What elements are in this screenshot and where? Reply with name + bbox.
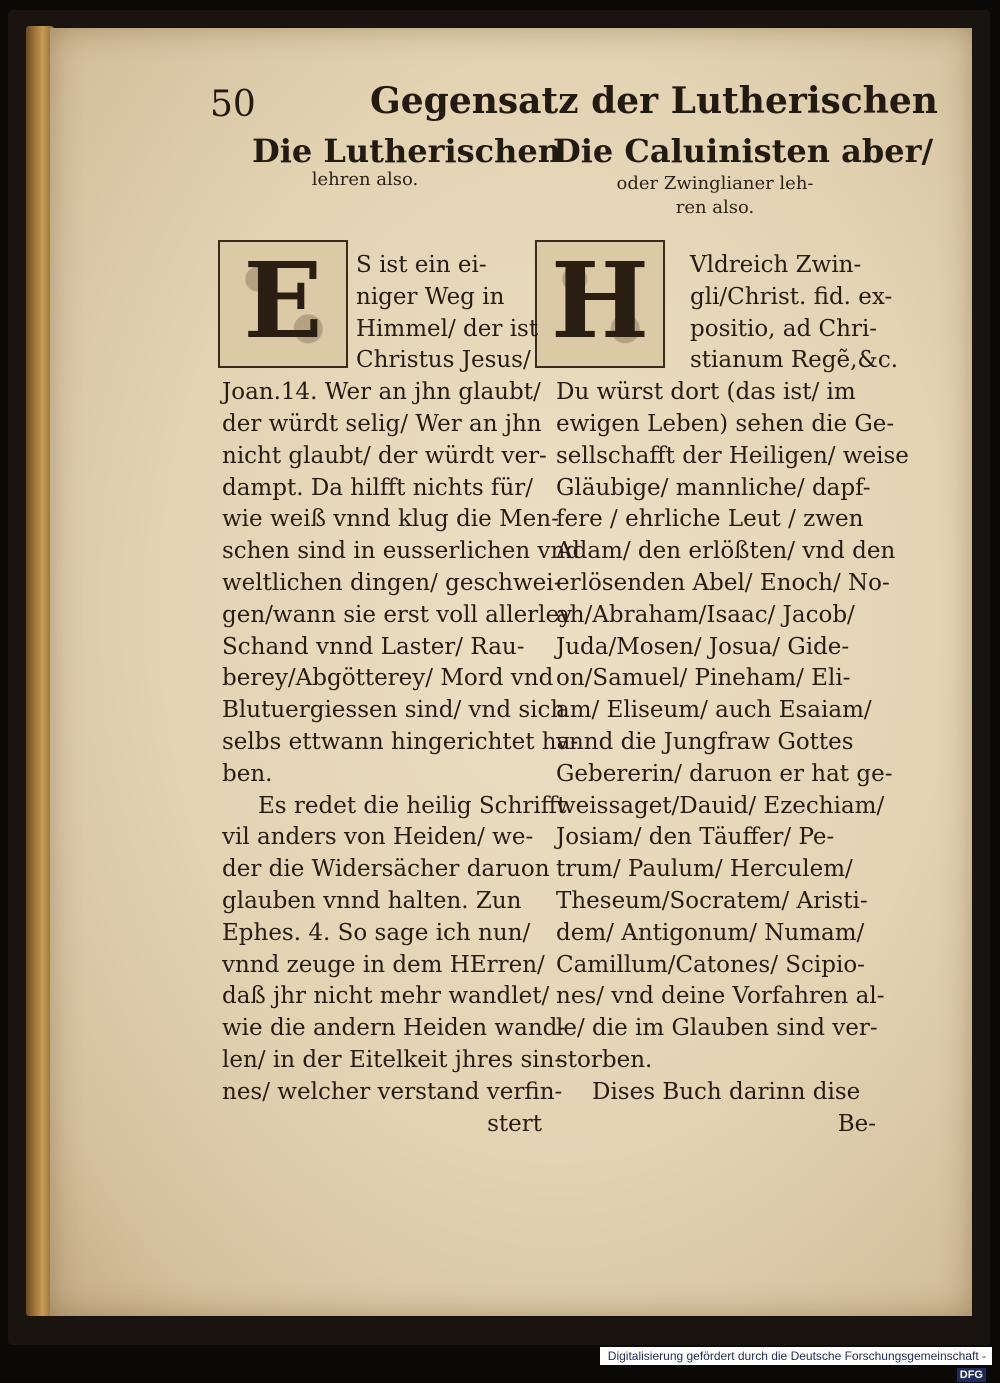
right-text-line: on/Samuel/ Pineham/ Eli- xyxy=(556,665,851,692)
right-column-subheading-2: ren also. xyxy=(675,197,755,218)
right-text-line: erlösenden Abel/ Enoch/ No- xyxy=(556,569,890,596)
left-text-line: gen/wann sie erst voll allerley xyxy=(222,601,573,628)
right-text-line: trum/ Paulum/ Herculem/ xyxy=(556,856,853,883)
right-text-line: dem/ Antigonum/ Numam/ xyxy=(556,919,865,946)
right-text-line: sellschafft der Heiligen/ weise xyxy=(556,442,909,469)
right-text-line: Josiam/ den Täuffer/ Pe- xyxy=(556,824,835,851)
right-column-subheading-1: oder Zwinglianer leh- xyxy=(616,173,814,194)
initial-letter-right: H xyxy=(550,239,650,362)
left-text-line: len/ in der Eitelkeit jhres sin- xyxy=(222,1046,563,1073)
left-text-line: schen sind in eusserlichen vnd xyxy=(222,538,581,565)
left-text-line: ben. xyxy=(222,760,273,787)
left-text-line: daß jhr nicht mehr wandlet/ xyxy=(222,983,550,1010)
right-text-line: ewigen Leben) sehen die Ge- xyxy=(556,410,895,437)
right-text-line: Juda/Mosen/ Josua/ Gide- xyxy=(556,633,850,660)
right-text-line: Adam/ den erlößten/ vnd den xyxy=(556,538,896,565)
right-text-line: Dises Buch darinn dise xyxy=(592,1078,861,1105)
right-text-line: le/ die im Glauben sind ver- xyxy=(556,1015,878,1042)
right-column-text xyxy=(556,250,909,1140)
footer-text: Digitalisierung gefördert durch die Deutsche Forschungsgemeinschaft - xyxy=(607,1349,986,1363)
left-text-line: der würdt selig/ Wer an jhn xyxy=(222,410,542,437)
right-text-line: Gläubige/ mannliche/ dapf- xyxy=(556,474,871,501)
left-column-heading: Die Lutherischen xyxy=(252,132,561,170)
right-text-line: weissaget/Dauid/ Ezechiam/ xyxy=(556,792,885,819)
right-text-line: Vldreich Zwin- xyxy=(690,252,862,278)
right-text-line: Gebererin/ daruon er hat ge- xyxy=(556,760,893,787)
right-text-line: vnnd die Jungfraw Gottes xyxy=(556,728,854,755)
right-text-line: gli/Christ. fid. ex- xyxy=(690,283,893,310)
left-text-line: der die Widersächer daruon xyxy=(222,856,550,883)
left-text-line: Christus Jesus/ xyxy=(356,347,531,374)
right-text-line: Be- xyxy=(837,1110,876,1137)
left-text-line: Himmel/ der ist xyxy=(356,315,539,342)
left-text-line: Ephes. 4. So sage ich nun/ xyxy=(222,919,531,946)
left-text-line: vnnd zeuge in dem HErren/ xyxy=(222,951,545,978)
left-text-line: weltlichen dingen/ geschwei- xyxy=(222,569,562,596)
right-text-line: ah/Abraham/Isaac/ Jacob/ xyxy=(556,601,855,628)
left-text-line: Es redet die heilig Schrifft xyxy=(258,792,567,819)
left-text-line: Schand vnnd Laster/ Rau- xyxy=(222,633,525,660)
left-text-line: glauben vnnd halten. Zun xyxy=(222,887,522,914)
right-text-line: Du würst dort (das ist/ im xyxy=(556,379,856,406)
left-text-line: nes/ welcher verstand verfin- xyxy=(222,1078,563,1105)
left-text-line: stert xyxy=(487,1110,542,1137)
right-column-heading: Die Caluinisten aber/ xyxy=(553,132,934,170)
running-head: Gegensatz der Lutherischen xyxy=(370,80,938,122)
left-column-subheading: lehren also. xyxy=(311,169,419,190)
dfg-logo: DFG xyxy=(957,1368,986,1382)
left-text-line: vil anders von Heiden/ we- xyxy=(222,824,534,851)
right-text-line: Theseum/Socratem/ Aristi- xyxy=(556,887,868,914)
right-text-line: storben. xyxy=(556,1046,653,1073)
left-text-line: wie weiß vnnd klug die Men- xyxy=(222,506,559,533)
left-text-line: wie die andern Heiden wand- xyxy=(222,1015,566,1042)
left-text-line: nicht glaubt/ der würdt ver- xyxy=(222,442,547,469)
page-number: 50 xyxy=(210,84,256,125)
right-text-line: fere / ehrliche Leut / zwen xyxy=(556,506,864,533)
left-text-line: Blutuergiessen sind/ vnd sich xyxy=(222,697,566,724)
left-text-line: selbs ettwann hingerichtet ha- xyxy=(222,728,579,755)
right-text-line: positio, ad Chri- xyxy=(690,315,878,342)
right-text-line: stianum Regẽ,&c. xyxy=(690,347,899,374)
initial-letter-left: E xyxy=(243,239,323,362)
left-text-line: berey/Abgötterey/ Mord vnd xyxy=(222,665,554,692)
right-text-line: am/ Eliseum/ auch Esaiam/ xyxy=(556,697,872,724)
right-text-line: Camillum/Catones/ Scipio- xyxy=(556,951,865,978)
left-column-text xyxy=(222,250,581,1140)
left-text-line: niger Weg in xyxy=(356,283,505,310)
left-text-line: Joan.14. Wer an jhn glaubt/ xyxy=(222,379,541,406)
left-text-line: S ist ein ei- xyxy=(356,252,487,278)
right-text-line: nes/ vnd deine Vorfahren al- xyxy=(556,983,885,1010)
footer-credit xyxy=(600,1347,992,1381)
left-text-line: dampt. Da hilfft nichts für/ xyxy=(222,474,534,501)
